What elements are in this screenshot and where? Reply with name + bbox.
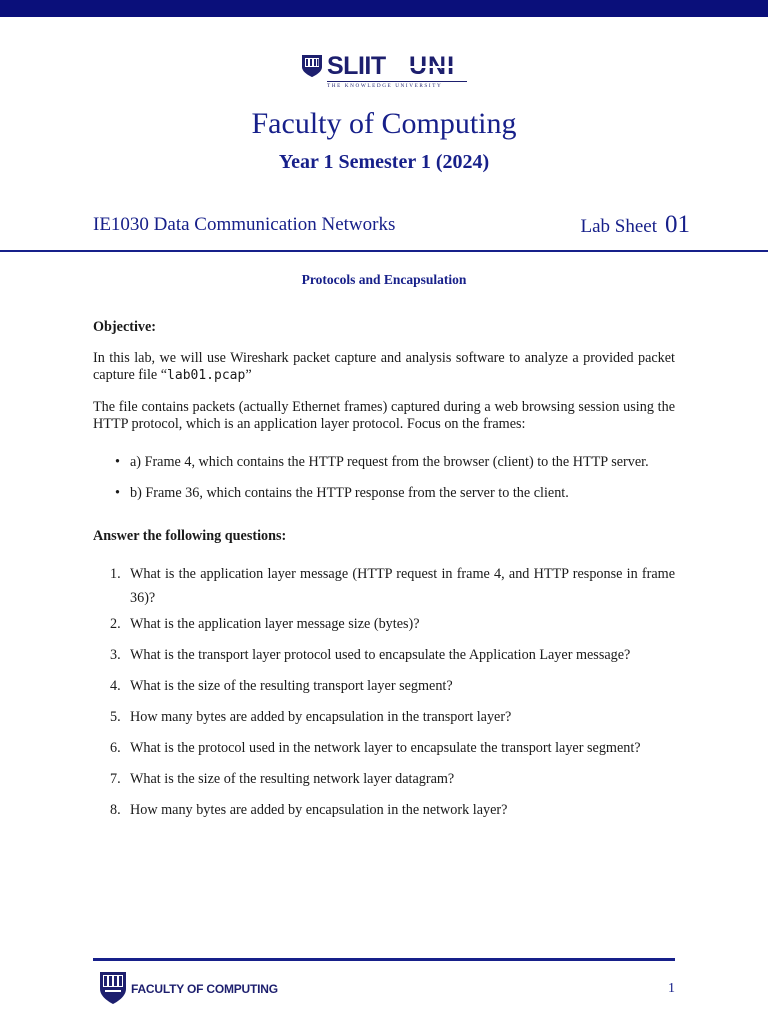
objective-paragraph-1 [93, 350, 675, 384]
lab-content [93, 316, 675, 819]
question-text: How many bytes are added by encapsulation in the network layer? [130, 802, 508, 818]
list-item-text: b) Frame 36, which contains the HTTP response from the server to the client. [130, 485, 569, 501]
objective-paragraph-2: The file contains packets (actually Ethernet frames) captured during a web browsing session using the HTTP protocol, which is an application layer protocol. Focus on the frames: [93, 399, 675, 432]
footer-divider [93, 958, 675, 961]
question-text: How many bytes are added by encapsulation in the transport layer? [130, 709, 512, 725]
question-item [93, 771, 675, 788]
university-logo [301, 52, 467, 92]
footer-logo [99, 971, 279, 1007]
question-number: 3. [110, 647, 121, 663]
footer-label: FACULTY OF COMPUTING [131, 982, 278, 996]
page-number: 1 [668, 981, 675, 996]
semester-subtitle: Year 1 Semester 1 (2024) [278, 151, 490, 173]
crest-icon [301, 54, 323, 78]
question-item [93, 647, 675, 664]
logo-wordmark: SLIIT [327, 52, 386, 80]
closing-quote: ” [245, 367, 252, 383]
course-title: IE1030 Data Communication Networks [93, 214, 396, 235]
question-item [93, 740, 675, 757]
logo-suffix: UNI [409, 52, 456, 80]
bullet-icon: • [115, 454, 120, 470]
question-number: 4. [110, 678, 121, 694]
frame-list [93, 454, 675, 502]
list-item [93, 485, 675, 502]
top-banner-bar [0, 0, 768, 17]
question-list [93, 562, 675, 819]
header-divider [0, 250, 768, 252]
question-text: What is the application layer message size (bytes)? [130, 616, 420, 632]
logo-tagline: THE KNOWLEDGE UNIVERSITY [327, 81, 467, 89]
faculty-title: Faculty of Computing [251, 107, 517, 140]
question-text: What is the transport layer protocol used to encapsulate the Application Layer message? [130, 647, 631, 663]
list-item-text: a) Frame 4, which contains the HTTP request from the browser (client) to the HTTP server. [130, 454, 649, 470]
question-text: What is the protocol used in the network layer to encapsulate the transport layer segment? [130, 740, 641, 756]
lab-sheet-num: 01 [665, 211, 690, 238]
lab-sheet-label: Lab Sheet [580, 216, 657, 237]
question-text: What is the application layer message (HTTP request in frame 4, and HTTP response in frame 36)? [130, 566, 675, 606]
question-number: 6. [110, 740, 121, 756]
capture-filename: lab01.pcap [167, 368, 246, 383]
question-number: 5. [110, 709, 121, 725]
question-item [93, 678, 675, 695]
question-text: What is the size of the resulting network layer datagram? [130, 771, 455, 787]
objective-text: In this lab, we will use Wireshark packet capture and analysis software to analyze a provided packet capture file “ [93, 350, 675, 383]
bullet-icon: • [115, 485, 120, 501]
question-number: 1. [110, 566, 121, 582]
question-number: 8. [110, 802, 121, 818]
questions-heading: Answer the following questions: [93, 528, 287, 544]
question-number: 2. [110, 616, 121, 632]
document-subtitle: Protocols and Encapsulation [301, 272, 467, 287]
objective-heading: Objective: [93, 319, 157, 335]
question-item [93, 616, 675, 633]
crest-icon [99, 971, 127, 1005]
question-item [93, 802, 675, 819]
question-text: What is the size of the resulting transport layer segment? [130, 678, 453, 694]
question-item [93, 562, 675, 610]
list-item [93, 454, 675, 471]
question-number: 7. [110, 771, 121, 787]
lab-sheet-number [580, 210, 690, 243]
question-item [93, 709, 675, 726]
